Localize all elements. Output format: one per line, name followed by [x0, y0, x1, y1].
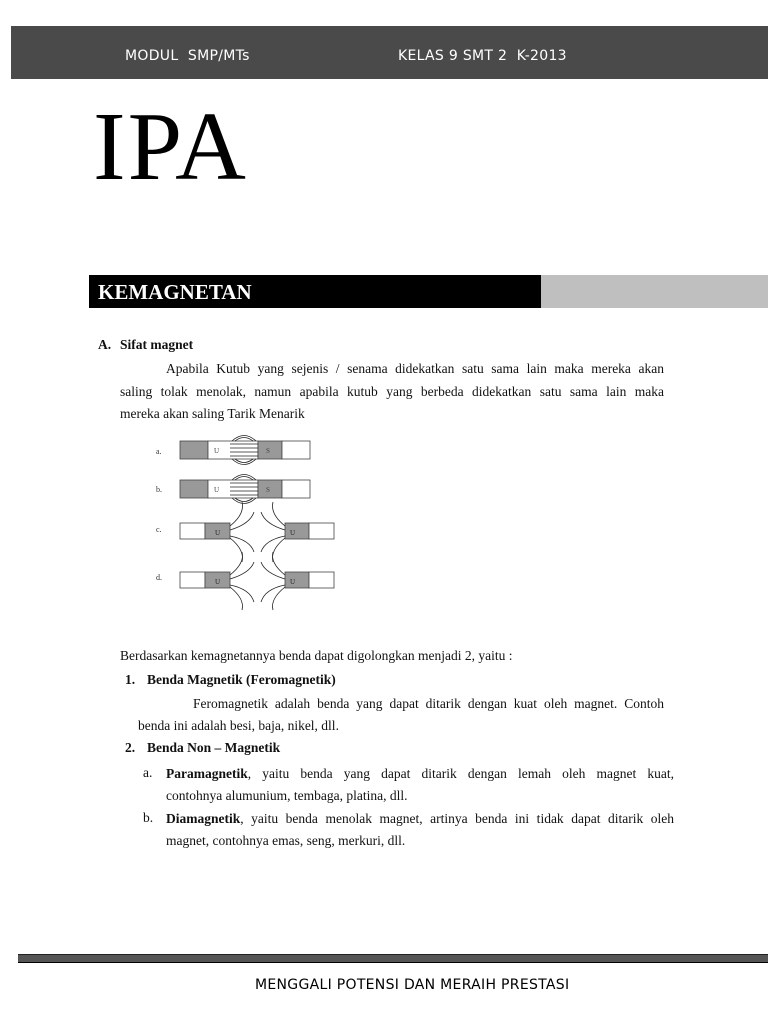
figure-pole-a-2: S	[266, 447, 270, 455]
subject-title: IPA	[93, 93, 248, 201]
header-class-label: KELAS 9 SMT 2 K-2013	[398, 48, 567, 64]
figure-pole-d-2: U	[290, 578, 296, 586]
sub-a-line-1-rest: , yaitu benda yang dapat ditarik dengan lemah oleh magnet kuat,	[247, 766, 674, 781]
section-a-marker: A.	[98, 337, 112, 352]
item-1-line-1: Feromagnetik adalah benda yang dapat ditarik dengan kuat oleh magnet. Contoh	[193, 696, 664, 711]
sub-b-line-1	[166, 811, 674, 827]
figure-pole-a-1: U	[214, 447, 220, 455]
magnet-pole-figure	[150, 432, 350, 612]
footer-rule-thin	[18, 962, 768, 963]
paragraph-line-1: Apabila Kutub yang sejenis / senama didekatkan satu sama lain maka mereka akan	[166, 361, 664, 376]
figure-pole-d-1: U	[215, 578, 221, 586]
figure-pole-c-2: U	[290, 529, 296, 537]
footer-rule-thick	[18, 954, 768, 962]
item-1-line-2: benda ini adalah besi, baja, nikel, dll.	[138, 718, 339, 733]
chapter-title: KEMAGNETAN	[98, 280, 252, 304]
classification-intro: Berdasarkan kemagnetannya benda dapat digolongkan menjadi 2, yaitu :	[120, 648, 513, 663]
item-2-heading: Benda Non – Magnetik	[147, 740, 281, 755]
sub-a-marker: a.	[143, 765, 153, 780]
chapter-title-accent	[541, 275, 768, 308]
sub-a-term: Paramagnetik	[166, 766, 248, 781]
sub-b-marker: b.	[143, 810, 154, 825]
sub-b-term: Diamagnetik	[166, 811, 241, 826]
sub-b-line-1-rest: , yaitu benda menolak magnet, artinya benda ini tidak dapat ditarik oleh	[240, 811, 674, 826]
sub-b-line-2: magnet, contohnya emas, seng, merkuri, dll.	[166, 833, 406, 848]
item-1-heading: Benda Magnetik (Feromagnetik)	[147, 672, 336, 687]
item-1-marker: 1.	[125, 672, 136, 687]
sub-a-line-2: contohnya alumunium, tembaga, platina, dll.	[166, 788, 408, 803]
figure-label-a: a.	[156, 447, 162, 456]
paragraph-line-3: mereka akan saling Tarik Menarik	[120, 406, 305, 421]
figure-label-c: c.	[156, 525, 162, 534]
section-a-heading: Sifat magnet	[120, 337, 194, 352]
footer-motto: MENGGALI POTENSI DAN MERAIH PRESTASI	[255, 977, 570, 993]
figure-pole-c-1: U	[215, 529, 221, 537]
chapter-title-bar	[89, 275, 541, 308]
page-header	[11, 26, 768, 79]
figure-label-b: b.	[156, 485, 162, 494]
figure-pole-b-2: S	[266, 486, 270, 494]
paragraph-line-2: saling tolak menolak, namun apabila kutub yang berbeda didekatkan satu sama lain maka	[120, 384, 664, 399]
item-2-marker: 2.	[125, 740, 136, 755]
header-module-label: MODUL SMP/MTs	[125, 48, 250, 64]
figure-pole-b-1: U	[214, 486, 220, 494]
figure-label-d: d.	[156, 573, 162, 582]
sub-a-line-1	[166, 766, 674, 782]
